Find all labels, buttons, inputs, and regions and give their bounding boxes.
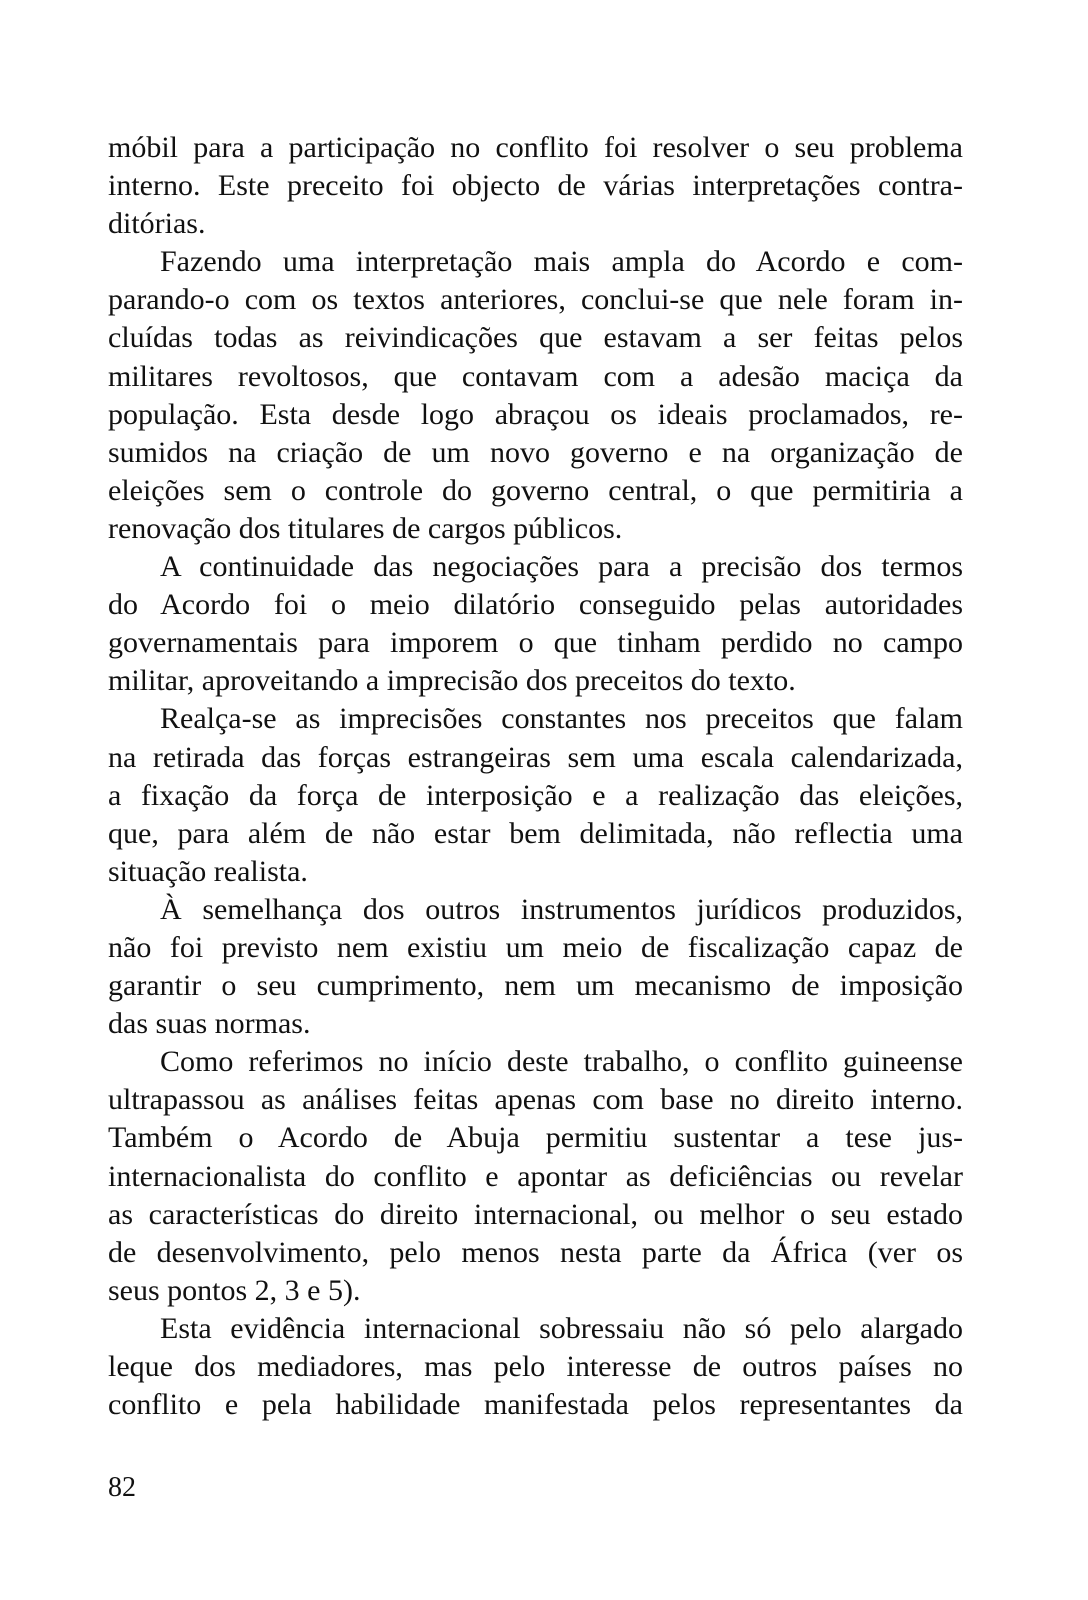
page-number: 82	[108, 1472, 136, 1503]
text-line: renovação dos titulares de cargos públicos.	[108, 511, 623, 545]
text-line: garantir o seu cumprimento, nem um mecanismo de imposição	[108, 969, 963, 1003]
text-line: que, para além de não estar bem delimitada, não reflectia uma	[108, 816, 963, 850]
text-line: conflito e pela habilidade manifestada pelos representantes da	[108, 1388, 963, 1422]
text-line: Fazendo uma interpretação mais ampla do Acordo e com-	[160, 245, 963, 279]
text-line: não foi previsto nem existiu um meio de fiscalização capaz de	[108, 930, 963, 964]
text-line: Também o Acordo de Abuja permitiu sustentar a tese jus-	[108, 1121, 963, 1155]
text-line: militares revoltosos, que contavam com a adesão maciça da	[108, 359, 963, 393]
text-line: sumidos na criação de um novo governo e na organização de	[108, 435, 963, 469]
text-line: interno. Este preceito foi objecto de várias interpretações contra-	[108, 169, 963, 203]
text-line: de desenvolvimento, pelo menos nesta parte da África (ver os	[108, 1235, 963, 1269]
text-line: na retirada das forças estrangeiras sem uma escala calendarizada,	[108, 740, 963, 774]
text-line: Realça-se as imprecisões constantes nos preceitos que falam	[160, 702, 963, 736]
text-line: situação realista.	[108, 854, 308, 888]
text-line: das suas normas.	[108, 1007, 311, 1041]
text-line: móbil para a participação no conflito foi resolver o seu problema	[108, 131, 963, 164]
text-line: população. Esta desde logo abraçou os ideais proclamados, re-	[108, 397, 963, 431]
text-line: internacionalista do conflito e apontar as deficiências ou revelar	[108, 1159, 963, 1193]
text-line: A continuidade das negociações para a precisão dos termos	[160, 550, 963, 584]
text-line: À semelhança dos outros instrumentos jurídicos produzidos,	[160, 892, 963, 926]
text-line: parando-o com os textos anteriores, conclui-se que nele foram in-	[108, 283, 963, 317]
text-line: as características do direito internacional, ou melhor o seu estado	[108, 1197, 963, 1231]
text-line: governamentais para imporem o que tinham perdido no campo	[108, 626, 963, 660]
text-line: ultrapassou as análises feitas apenas com base no direito interno.	[108, 1083, 963, 1117]
text-line: cluídas todas as reivindicações que estavam a ser feitas pelos	[108, 321, 963, 355]
text-line: a fixação da força de interposição e a realização das eleições,	[108, 778, 963, 812]
text-line: Esta evidência internacional sobressaiu não só pelo alargado	[160, 1311, 963, 1345]
text-line: leque dos mediadores, mas pelo interesse de outros países no	[108, 1350, 963, 1383]
body-text	[108, 129, 963, 1424]
text-line: do Acordo foi o meio dilatório conseguido pelas autoridades	[108, 588, 963, 622]
text-line: ditórias.	[108, 207, 206, 241]
text-line: eleições sem o controle do governo central, o que permitiria a	[108, 473, 963, 507]
text-line: Como referimos no início deste trabalho, o conflito guineense	[160, 1045, 963, 1079]
text-line: militar, aproveitando a imprecisão dos preceitos do texto.	[108, 664, 796, 698]
text-line: seus pontos 2, 3 e 5).	[108, 1273, 361, 1307]
